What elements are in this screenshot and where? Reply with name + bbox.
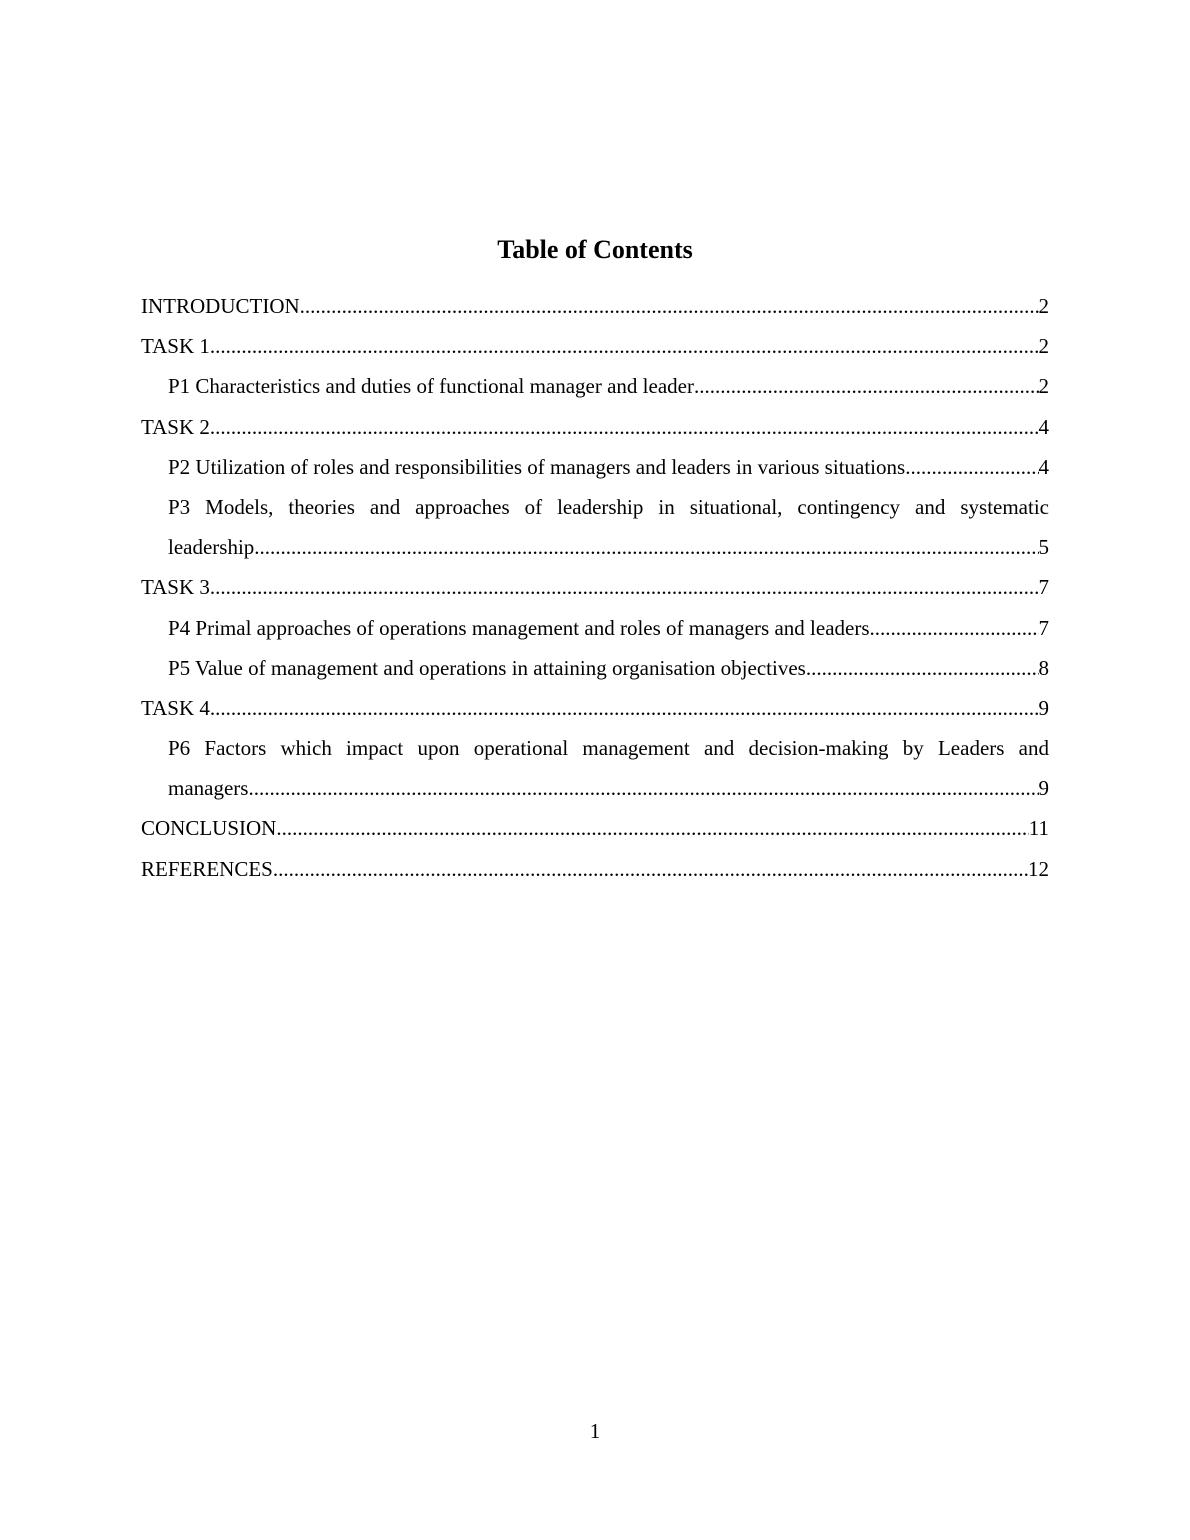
toc-entry-p4[interactable]: [141, 608, 1049, 648]
dot-leader: [210, 326, 1039, 366]
toc-entry-page: 9: [1038, 776, 1049, 801]
toc-entry-label: P5 Value of management and operations in attaining organisation objectives: [168, 655, 806, 680]
toc-entry-page: 2: [1038, 374, 1049, 399]
toc-entry-task1[interactable]: [141, 326, 1049, 366]
toc-entry-label: TASK 1: [141, 334, 210, 359]
toc-entry-label: TASK 3: [141, 575, 210, 600]
dot-leader: [300, 286, 1039, 326]
toc-entry-label: P1 Characteristics and duties of functional manager and leader: [168, 374, 694, 399]
toc-entry-p6[interactable]: [141, 728, 1049, 808]
toc-entry-label: CONCLUSION: [141, 816, 277, 841]
dot-leader: [254, 527, 1038, 567]
toc-entry-task4[interactable]: [141, 688, 1049, 728]
toc-entry-p1[interactable]: [141, 366, 1049, 406]
toc-entry-label: TASK 2: [141, 414, 210, 439]
toc-entry-page: 5: [1038, 535, 1049, 560]
toc-entry-p5[interactable]: [141, 648, 1049, 688]
toc-title: Table of Contents: [497, 235, 693, 264]
toc-entry-label-line1: P6 Factors which impact upon operational management and decision-making by Leaders and: [168, 736, 1049, 761]
dot-leader: [273, 849, 1028, 889]
toc-entry-conclusion[interactable]: [141, 808, 1049, 848]
toc-entry-page: 9: [1038, 695, 1049, 720]
toc-entry-label: INTRODUCTION: [141, 294, 300, 318]
dot-leader: [276, 808, 1028, 848]
toc-entry-label: REFERENCES: [141, 856, 273, 881]
page-number: 1: [589, 1419, 601, 1443]
toc-entry-page: 2: [1038, 294, 1049, 318]
toc-entry-references[interactable]: [141, 849, 1049, 889]
dot-leader: [694, 366, 1039, 406]
toc-entry-label: TASK 4: [141, 695, 210, 720]
toc-entry-p2[interactable]: [141, 447, 1049, 487]
toc-entry-task3[interactable]: [141, 567, 1049, 607]
toc-entry-page: 11: [1028, 816, 1049, 841]
toc-entry-label: P4 Primal approaches of operations management and roles of managers and leaders: [168, 615, 870, 640]
toc-entry-page: 7: [1038, 615, 1049, 640]
dot-leader: [248, 768, 1038, 808]
toc-entry-page: 12: [1028, 856, 1049, 881]
toc-entry-introduction[interactable]: [141, 286, 1049, 326]
toc-entry-label-line1: P3 Models, theories and approaches of leadership in situational, contingency and systematic: [168, 494, 1049, 519]
table-of-contents: [141, 286, 1049, 889]
toc-entry-page: 7: [1038, 575, 1049, 600]
toc-entry-label-line2: leadership: [168, 535, 255, 560]
dot-leader: [210, 688, 1039, 728]
toc-entry-task2[interactable]: [141, 407, 1049, 447]
toc-entry-page: 4: [1038, 414, 1049, 439]
dot-leader: [210, 407, 1039, 447]
dot-leader: [905, 447, 1038, 487]
dot-leader: [806, 648, 1039, 688]
dot-leader: [210, 567, 1039, 607]
toc-entry-p3[interactable]: [141, 487, 1049, 567]
toc-entry-page: 4: [1038, 454, 1049, 479]
toc-entry-page: 2: [1038, 334, 1049, 359]
toc-entry-page: 8: [1038, 655, 1049, 680]
toc-entry-label-line2: managers: [168, 776, 249, 801]
dot-leader: [870, 608, 1039, 648]
toc-entry-label: P2 Utilization of roles and responsibilities of managers and leaders in various situations: [168, 454, 906, 479]
